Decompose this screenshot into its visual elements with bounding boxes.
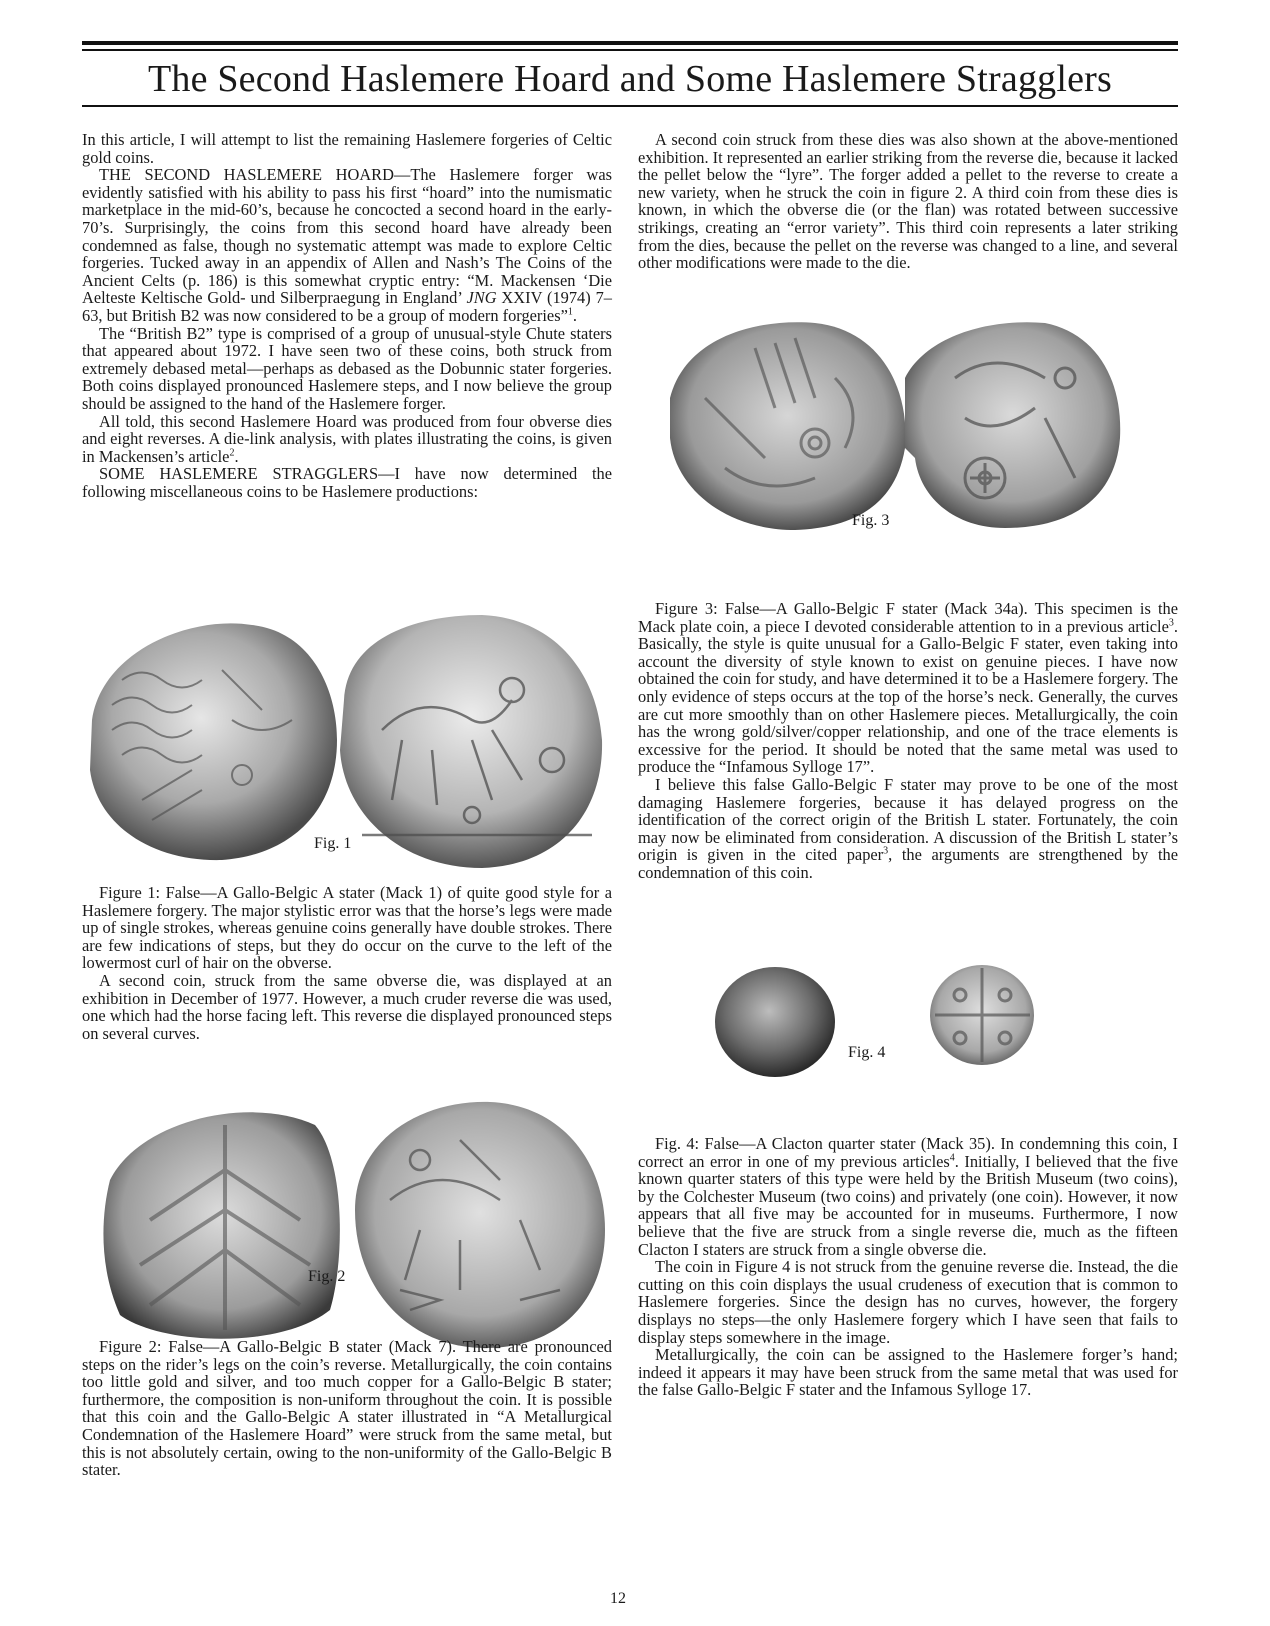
fig4-label: Fig. 4 xyxy=(848,1044,886,1061)
right-column-bottom xyxy=(638,1135,1178,1399)
title-rule-bottom xyxy=(82,105,1178,107)
figure-4 xyxy=(710,960,1090,1080)
fig3-label: Fig. 3 xyxy=(852,512,890,529)
paragraph: In this article, I will attempt to list the remaining Haslemere forgeries of Celtic gold coins. xyxy=(82,130,612,167)
paragraph: Metallurgically, the coin can be assigned to the Haslemere forger’s hand; indeed it appears it may have been struck from the same metal that was used for the false Gallo-Belgic F stater and the Infamous Sylloge 17. xyxy=(638,1345,1178,1400)
title-rule-top xyxy=(82,41,1178,45)
coin-reverse xyxy=(340,615,602,868)
paragraph: I believe this false Gallo-Belgic F stater may prove to be one of the most damaging Haslemere forgeries, because it has delayed progress on the identification of the correct origin of the British L stater. Fortunately, the coin may now be eliminated from consideration. A discussion of the British L stater’s origin is given in the cited paper$^3$, the arguments are strengthened by the condemnation of this coin. xyxy=(638,774,1178,882)
article-title: The Second Haslemere Hoard and Some Haslemere Stragglers xyxy=(147,58,1113,100)
title-rule-top-thin xyxy=(82,49,1178,51)
left-column-bottom xyxy=(82,1338,612,1479)
coin-obverse xyxy=(670,322,906,530)
fig3-coin-photo xyxy=(665,318,1125,538)
paragraph: A second coin, struck from the same obverse die, was displayed at an exhibition in December of 1977. However, a much cruder reverse die was used, one which had the horse facing left. This reverse die displayed pronounced steps on several curves. xyxy=(82,970,612,1043)
figure-1 xyxy=(82,610,612,880)
coin-obverse xyxy=(90,623,337,860)
paragraph: All told, this second Haslemere Hoard was produced from four obverse dies and eight reverses. A die-link analysis, with plates illustrating the coins, is given in Mackensen’s article$^2$. xyxy=(82,411,612,466)
page-number: 12 xyxy=(610,1590,626,1607)
fig1-label: Fig. 1 xyxy=(314,835,352,852)
figure-2 xyxy=(100,1100,610,1350)
left-column-middle xyxy=(82,884,612,1042)
right-column-middle xyxy=(638,600,1178,882)
paragraph: THE SECOND HASLEMERE HOARD—The Haslemere forger was evidently satisfied with his ability to pass his first “hoard” into the numismatic marketplace in the mid-60’s, because he concocted a second hoard in the early-70’s. Surprisingly, the coins from this second hoard have already been condemned as false, though no systematic attempt was made to explore Celtic forgeries. Tucked away in an appendix of Allen and Nash’s The Coins of the Ancient Celts (p. 186) is this somewhat cryptic entry: “M. Mackensen ‘Die Aelteste Keltische Gold- und Silberpraegung in England’ JNG XXIV (1974) 7–63, but British B2 was now considered to be a group of modern forgeries”$^1$. xyxy=(82,165,612,325)
coin-obverse xyxy=(715,967,835,1077)
paragraph: SOME HASLEMERE STRAGGLERS—I have now determined the following miscellaneous coins to be Haslemere productions: xyxy=(82,464,612,501)
fig2-label: Fig. 2 xyxy=(308,1268,346,1285)
paragraph: The “British B2” type is comprised of a group of unusual-style Chute staters that appeared about 1972. I have seen two of these coins, both struck from extremely debased metal—perhaps as debased as the Dobunnic stater forgeries. Both coins displayed pronounced Haslemere steps, and I now believe the group should be assigned to the hand of the Haslemere forger. xyxy=(82,323,612,413)
coin-reverse xyxy=(905,322,1120,528)
figure-3 xyxy=(665,318,1125,538)
left-column-intro xyxy=(82,131,612,500)
right-column-top xyxy=(638,131,1178,272)
coin-obverse xyxy=(103,1112,339,1338)
paragraph: The coin in Figure 4 is not struck from the genuine reverse die. Instead, the die cutting on this coin displays the usual crudeness of execution that is common to Haslemere forgeries. Since the design has no curves, however, the forgery displays no steps—the only Haslemere forgery which I have seen that fails to display steps somewhere in the image. xyxy=(638,1257,1178,1347)
fig4-coin-photo xyxy=(710,960,1090,1080)
coin-reverse xyxy=(355,1102,605,1348)
paragraph: A second coin struck from these dies was also shown at the above-mentioned exhibition. It represented an earlier striking from the reverse die, because it lacked the pellet below the “lyre”. The forger added a pellet to the reverse to create a new variety, when he struck the coin in figure 2. A third coin from these dies is known, in which the obverse die (or the flan) was rotated between successive strikings, creating an “error variety”. This third coin represents a later striking from the dies, because the pellet on the reverse was changed to a line, and several other modifications were made to the die. xyxy=(638,130,1178,273)
fig2-coin-photo xyxy=(100,1100,610,1350)
fig3-caption: Figure 3: False—A Gallo-Belgic F stater (Mack 34a). This specimen is the Mack plate coin, a piece I devoted considerable attention to in a previous article$^3$. Basically, the style is quite unusual for a Gallo-Belgic F stater, even taking into account the diversity of style known to exist on genuine pieces. I have now obtained the coin for study, and have determined it to be a Haslemere forgery. The only evidence of steps occurs at the top of the horse’s neck. Generally, the curves are cut more smoothly than on other Haslemere pieces. Metallurgically, the coin has the wrong gold/silver/copper relationship, and one of the trace elements is excessive for the period. It should be noted that the same metal was used to produce the “Infamous Sylloge 17”. xyxy=(638,599,1178,777)
fig1-caption: Figure 1: False—A Gallo-Belgic A stater (Mack 1) of quite good style for a Haslemere forgery. The major stylistic error was that the horse’s legs were made up of single strokes, whereas genuine coins generally have double strokes. There are few indications of steps, but they do occur on the curve to the left of the lowermost curl of hair on the obverse. xyxy=(82,883,612,973)
fig4-caption: Fig. 4: False—A Clacton quarter stater (Mack 35). In condemning this coin, I correct an error in one of my previous articles$^4$. Initially, I believed that the five known quarter staters of this type were held by the British Museum (two coins), by the Colchester Museum (two coins) and privately (one coin). However, it now appears that all five may be accounted for in museums. Furthermore, I now believe that the five are struck from a single reverse die, much as the fifteen Clacton I staters are struck from a single obverse die. xyxy=(638,1134,1179,1259)
fig2-caption: Figure 2: False—A Gallo-Belgic B stater (Mack 7). There are pronounced steps on the rider’s legs on the coin’s reverse. Metallurgically, the coin contains too little gold and silver, and too much copper for a Gallo-Belgic B stater; furthermore, the composition is non-uniform throughout the coin. It is possible that this coin and the Gallo-Belgic A stater illustrated in “A Metallurgical Condemnation of the Haslemere Hoard” were struck from the same metal, but this is not absolutely certain, owing to the non-uniformity of the Gallo-Belgic B stater. xyxy=(82,1337,612,1480)
